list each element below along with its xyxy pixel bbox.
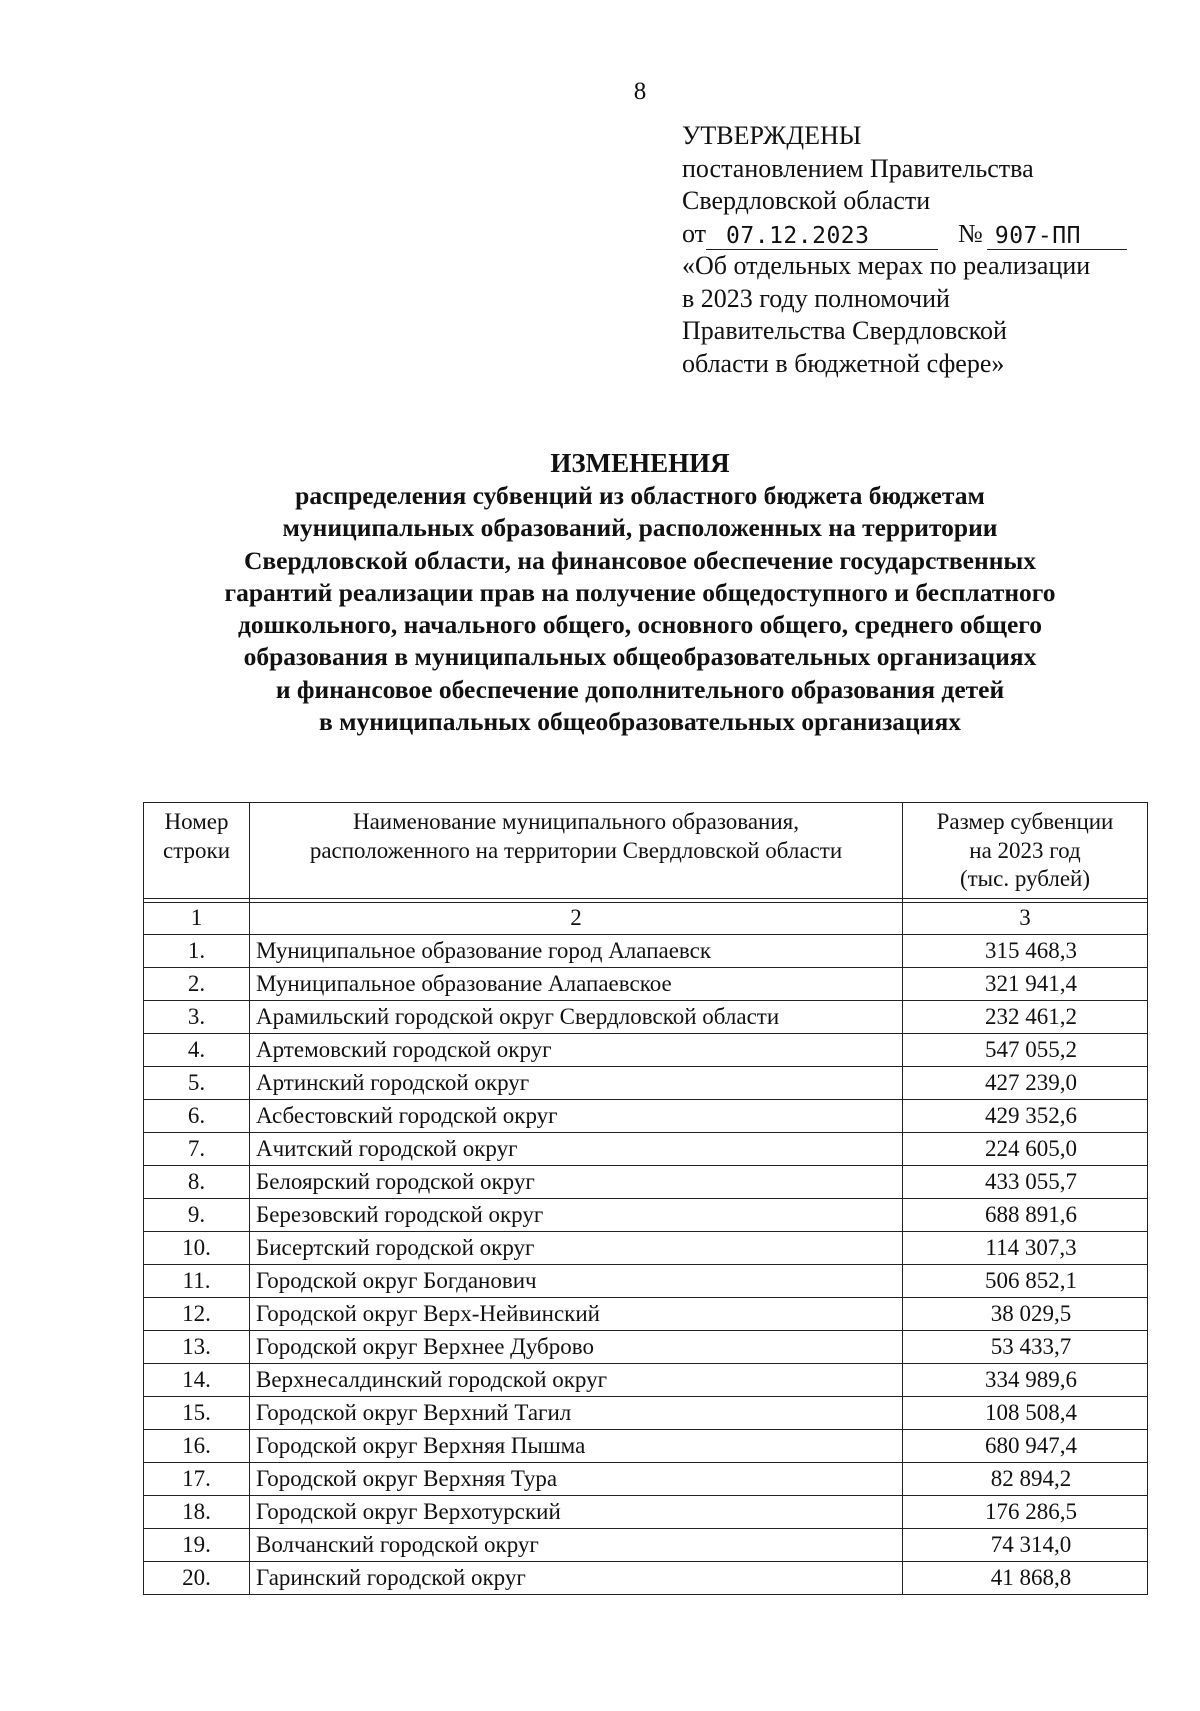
table-row — [144, 1297, 1148, 1330]
municipality-name: Ачитский городской округ — [250, 1132, 903, 1165]
row-number: 7. — [144, 1132, 250, 1165]
municipality-name: Городской округ Богданович — [250, 1264, 903, 1297]
column-number: 3 — [903, 902, 1148, 934]
table-row — [144, 1528, 1148, 1561]
subvention-value: 506 852,1 — [903, 1264, 1148, 1297]
subvention-value: 547 055,2 — [903, 1033, 1148, 1066]
decree-date: 07.12.2023 — [706, 223, 938, 250]
header-subvention-amount: Размер субвенции на 2023 год (тыс. рублей) — [903, 803, 1148, 899]
municipality-name: Арамильский городской округ Свердловской области — [250, 1000, 903, 1033]
row-number: 16. — [144, 1429, 250, 1462]
row-number: 1. — [144, 934, 250, 967]
subvention-value: 334 989,6 — [903, 1363, 1148, 1396]
subtitle-line: муниципальных образований, расположенных на территории — [282, 513, 998, 543]
page-number: 8 — [633, 78, 647, 105]
row-number: 5. — [144, 1066, 250, 1099]
decree-number: 907-ПП — [987, 223, 1127, 250]
row-number: 17. — [144, 1462, 250, 1495]
row-number: 19. — [144, 1528, 250, 1561]
subtitle-line: гарантий реализации прав на получение общедоступного и бесплатного — [224, 577, 1056, 607]
subvention-value: 321 941,4 — [903, 967, 1148, 1000]
subtitle-line: образования в муниципальных общеобразовательных организациях — [243, 642, 1037, 672]
municipality-name: Городской округ Верхотурский — [250, 1495, 903, 1528]
table-row — [144, 1462, 1148, 1495]
subvention-value: 429 352,6 — [903, 1099, 1148, 1132]
municipality-name: Артинский городской округ — [250, 1066, 903, 1099]
row-number: 2. — [144, 967, 250, 1000]
table-row — [144, 1396, 1148, 1429]
row-number: 8. — [144, 1165, 250, 1198]
subvention-value: 108 508,4 — [903, 1396, 1148, 1429]
approval-block — [682, 120, 1182, 380]
subvention-value: 82 894,2 — [903, 1462, 1148, 1495]
row-number: 4. — [144, 1033, 250, 1066]
municipality-name: Волчанский городской округ — [250, 1528, 903, 1561]
from-label: от — [682, 218, 707, 248]
table-row — [144, 1429, 1148, 1462]
table-row — [144, 1099, 1148, 1132]
subvention-value: 114 307,3 — [903, 1231, 1148, 1264]
table-row — [144, 934, 1148, 967]
subvention-value: 427 239,0 — [903, 1066, 1148, 1099]
table-row — [144, 1561, 1148, 1594]
municipality-name: Муниципальное образование город Алапаевск — [250, 934, 903, 967]
subvention-value: 176 286,5 — [903, 1495, 1148, 1528]
subtitle-line: Свердловской области, на финансовое обеспечение государственных — [243, 545, 1037, 575]
row-number: 20. — [144, 1561, 250, 1594]
row-number: 6. — [144, 1099, 250, 1132]
table-row — [144, 1132, 1148, 1165]
municipality-name: Белоярский городской округ — [250, 1165, 903, 1198]
subtitle-line: и финансовое обеспечение дополнительного образования детей — [275, 674, 1005, 704]
table-row — [144, 1198, 1148, 1231]
table-row — [144, 1264, 1148, 1297]
approval-line: УТВЕРЖДЕНЫ — [682, 121, 862, 150]
decree-title-line: в 2023 году полномочий — [682, 283, 950, 313]
subvention-value: 688 891,6 — [903, 1198, 1148, 1231]
approval-line: постановлением Правительства — [682, 153, 1034, 183]
subvention-table — [143, 802, 1148, 1595]
row-number: 15. — [144, 1396, 250, 1429]
table-row — [144, 1330, 1148, 1363]
table-row — [144, 1165, 1148, 1198]
table-header-row — [144, 803, 1148, 899]
table-row — [144, 1000, 1148, 1033]
table-row — [144, 1363, 1148, 1396]
header-row-number: Номер строки — [144, 803, 250, 899]
row-number: 13. — [144, 1330, 250, 1363]
municipality-name: Городской округ Верхняя Пышма — [250, 1429, 903, 1462]
municipality-name: Муниципальное образование Алапаевское — [250, 967, 903, 1000]
municipality-name: Городской округ Верхний Тагил — [250, 1396, 903, 1429]
number-label: № — [958, 218, 983, 248]
subtitle-line: в муниципальных общеобразовательных организациях — [318, 707, 961, 737]
row-number: 9. — [144, 1198, 250, 1231]
subvention-value: 74 314,0 — [903, 1528, 1148, 1561]
approval-date-number-line — [682, 218, 1182, 251]
municipality-name: Городской округ Верхнее Дуброво — [250, 1330, 903, 1363]
document-heading — [140, 447, 1140, 738]
municipality-name: Городской округ Верх-Нейвинский — [250, 1297, 903, 1330]
table-row — [144, 1066, 1148, 1099]
municipality-name: Гаринский городской округ — [250, 1561, 903, 1594]
subvention-value: 680 947,4 — [903, 1429, 1148, 1462]
decree-title-line: «Об отдельных мерах по реализации — [682, 251, 1091, 280]
subvention-value: 433 055,7 — [903, 1165, 1148, 1198]
table-row — [144, 1231, 1148, 1264]
subtitle-line: распределения субвенций из областного бюджета бюджетам — [295, 481, 985, 510]
subvention-value: 315 468,3 — [903, 934, 1148, 967]
municipality-name: Городской округ Верхняя Тура — [250, 1462, 903, 1495]
table-row — [144, 1033, 1148, 1066]
municipality-name: Асбестовский городской округ — [250, 1099, 903, 1132]
municipality-name: Верхнесалдинский городской округ — [250, 1363, 903, 1396]
subvention-value: 38 029,5 — [903, 1297, 1148, 1330]
municipality-name: Бисертский городской округ — [250, 1231, 903, 1264]
row-number: 14. — [144, 1363, 250, 1396]
header-municipality-name: Наименование муниципального образования, расположенного на территории Свердловской области — [250, 803, 903, 899]
column-number: 1 — [144, 902, 250, 934]
subvention-value: 232 461,2 — [903, 1000, 1148, 1033]
row-number: 18. — [144, 1495, 250, 1528]
row-number: 10. — [144, 1231, 250, 1264]
table-row — [144, 967, 1148, 1000]
municipality-name: Артемовский городской округ — [250, 1033, 903, 1066]
subvention-value: 224 605,0 — [903, 1132, 1148, 1165]
approval-line: Свердловской области — [682, 186, 931, 215]
municipality-name: Березовский городской округ — [250, 1198, 903, 1231]
row-number: 12. — [144, 1297, 250, 1330]
decree-title-line: области в бюджетной сфере» — [682, 348, 1005, 378]
row-number: 11. — [144, 1264, 250, 1297]
column-number-row — [144, 902, 1148, 934]
document-title: ИЗМЕНЕНИЯ — [550, 448, 730, 478]
row-number: 3. — [144, 1000, 250, 1033]
subvention-value: 53 433,7 — [903, 1330, 1148, 1363]
subvention-value: 41 868,8 — [903, 1561, 1148, 1594]
table-row — [144, 1495, 1148, 1528]
column-number: 2 — [250, 902, 903, 934]
subtitle-line: дошкольного, начального общего, основного общего, среднего общего — [238, 610, 1042, 640]
decree-title-line: Правительства Свердловской — [682, 316, 1007, 345]
